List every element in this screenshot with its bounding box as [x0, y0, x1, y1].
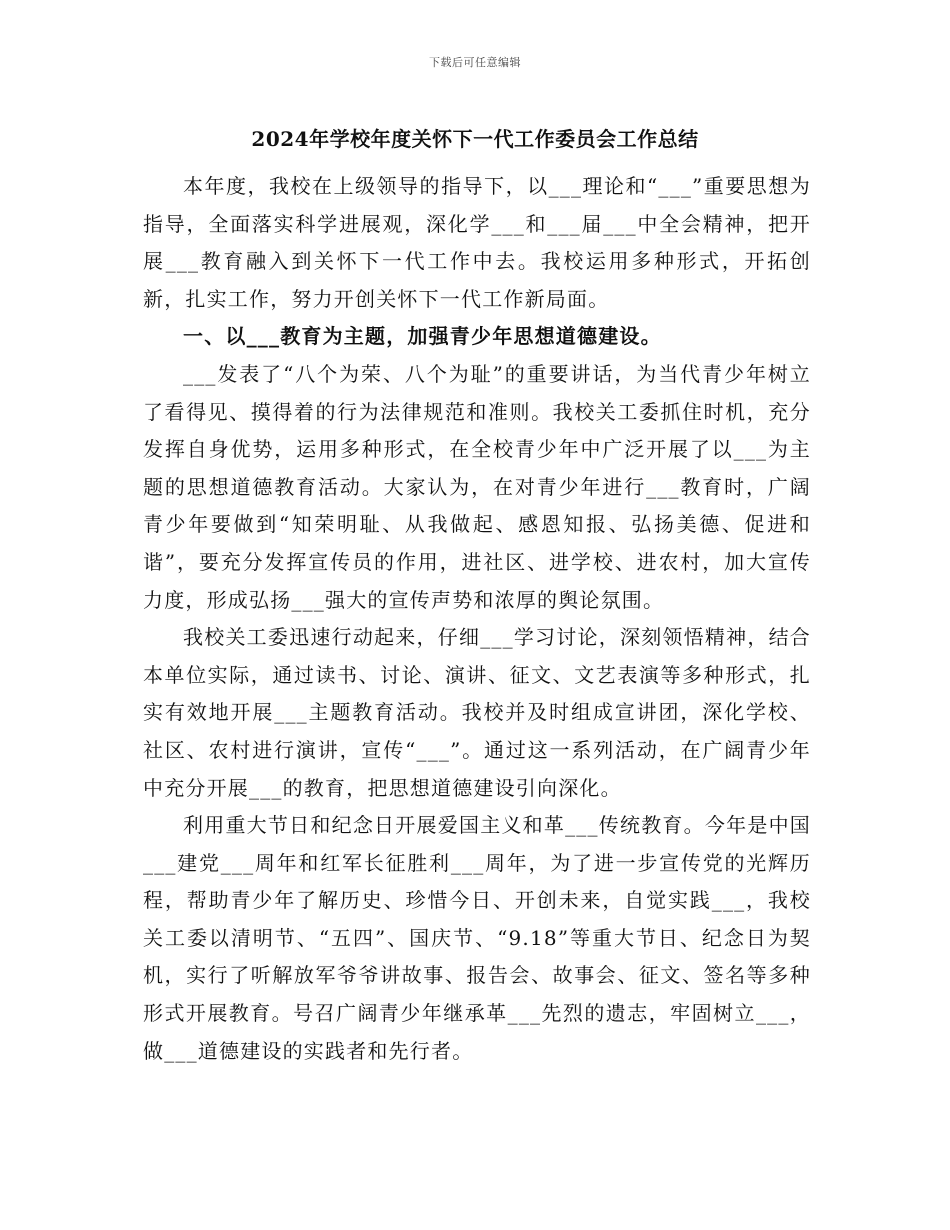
body-paragraph-1: ___发表了“八个为荣、八个为耻”的重要讲话，为当代青少年树立了看得见、摸得着的行为法律规范和准则。我校关工委抓住时机，充分发挥自身优势，运用多种形式，在全校青少年中广泛开展了以___为主题的思想道德教育活动。大家认为，在对青少年进行___教育时，广阔青少年要做到“知荣明耻、从我做起、感恩知报、弘扬美德、促进和谐”，要充分发挥宣传员的作用，进社区、进学校、进农村，加大宣传力度，形成弘扬___强大的宣传声势和浓厚的舆论氛围。 — [143, 361, 811, 612]
document-title: 2024年学校年度关怀下一代工作委员会工作总结 — [251, 127, 699, 151]
header-note: 下载后可任意编辑 — [429, 56, 521, 69]
document-body — [143, 168, 811, 1070]
body-paragraph-3: 利用重大节日和纪念日开展爱国主义和革___传统教育。今年是中国___建党___周年和红军长征胜利___周年，为了进一步宣传党的光辉历程，帮助青少年了解历史、珍惜今日、开创未来，自觉实践___，我校关工委以清明节、“五四”、国庆节、“9.18”等重大节日、纪念日为契机，实行了听解放军爷爷讲故事、报告会、故事会、征文、签名等多种形式开展教育。号召广阔青少年继承革___先烈的遗志，牢固树立___，做___道德建设的实践者和先行者。 — [143, 813, 811, 1063]
body-paragraph-2: 我校关工委迅速行动起来，仔细___学习讨论，深刻领悟精神，结合本单位实际，通过读书、讨论、演讲、征文、文艺表演等多种形式，扎实有效地开展___主题教育活动。我校并及时组成宣讲团，深化学校、社区、农村进行演讲，宣传“___”。通过这一系列活动，在广阔青少年中充分开展___的教育，把思想道德建设引向深化。 — [143, 625, 811, 800]
intro-paragraph: 本年度，我校在上级领导的指导下，以___理论和“___”重要思想为指导，全面落实科学进展观，深化学___和___届___中全会精神，把开展___教育融入到关怀下一代工作中去。我校运用多种形式，开拓创新，扎实工作，努力开创关怀下一代工作新局面。 — [143, 174, 811, 311]
section-heading: 一、以___教育为主题，加强青少年思想道德建设。 — [183, 324, 662, 349]
